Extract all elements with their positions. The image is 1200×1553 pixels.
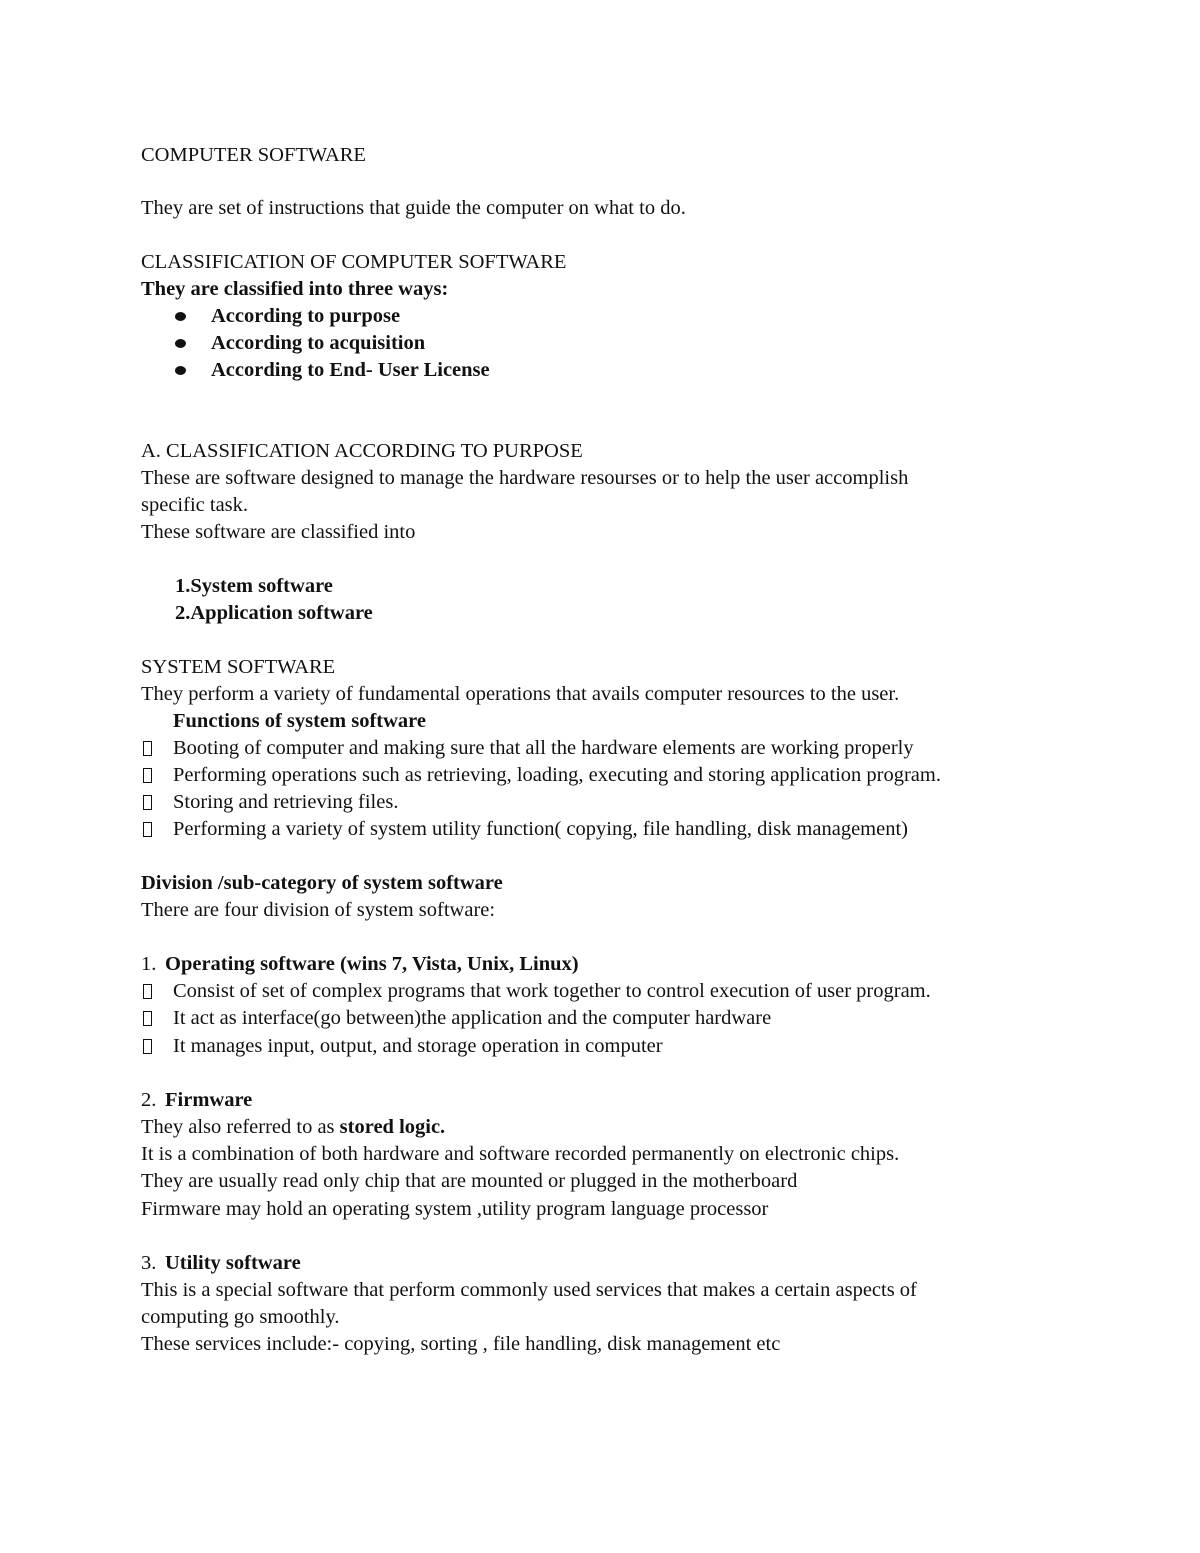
intro-text: They are set of instructions that guide the computer on what to do. (141, 197, 686, 219)
list-item-label: Storing and retrieving files. (173, 791, 399, 813)
utility-heading (141, 1250, 301, 1277)
utility-line: These services include:- copying, sorting , file handling, disk management etc (141, 1333, 781, 1355)
firmware-line: Firmware may hold an operating system ,utility program language processor (141, 1198, 769, 1220)
missing-glyph-icon (143, 768, 152, 783)
system-heading: SYSTEM SOFTWARE (141, 656, 336, 678)
system-description: They perform a variety of fundamental operations that avails computer resources to the user. (141, 683, 900, 705)
list-item: 1.System software (175, 575, 333, 597)
bullet-icon (175, 339, 186, 348)
division-heading: Division /sub-category of system software (141, 872, 503, 894)
division-lead: There are four division of system software: (141, 899, 496, 921)
missing-glyph-icon (143, 822, 152, 837)
list-item-label: Performing a variety of system utility function( copying, file handling, disk management) (173, 818, 908, 840)
list-item-label: It act as interface(go between)the application and the computer hardware (173, 1007, 772, 1029)
firmware-heading (141, 1087, 253, 1114)
list-item: 2.Application software (175, 602, 373, 624)
bullet-icon (175, 366, 186, 375)
operating-heading (141, 951, 579, 978)
missing-glyph-icon (143, 1039, 152, 1054)
section-title: Utility software (165, 1252, 301, 1274)
section-number: 3. (141, 1252, 157, 1274)
list-item-label: Performing operations such as retrieving, loading, executing and storing application program. (173, 764, 941, 786)
purpose-heading: A. CLASSIFICATION ACCORDING TO PURPOSE (141, 440, 583, 462)
firmware-line-prefix: They also referred to as (141, 1116, 340, 1138)
firmware-line-emphasis: stored logic. (339, 1116, 446, 1138)
missing-glyph-icon (143, 741, 152, 756)
purpose-paragraph: These software are classified into (141, 521, 416, 543)
firmware-line: They are usually read only chip that are mounted or plugged in the motherboard (141, 1170, 798, 1192)
section-title: Operating software (wins 7, Vista, Unix, Linux) (165, 953, 579, 975)
classification-lead: They are classified into three ways: (141, 278, 449, 300)
list-item-label: According to End- User License (211, 359, 490, 381)
missing-glyph-icon (143, 984, 152, 999)
section-number: 1. (141, 953, 157, 975)
list-item-label: According to acquisition (211, 332, 426, 354)
classification-heading: CLASSIFICATION OF COMPUTER SOFTWARE (141, 251, 567, 273)
firmware-line: It is a combination of both hardware and software recorded permanently on electronic chips. (141, 1143, 900, 1165)
missing-glyph-icon (143, 795, 152, 810)
list-item-label: It manages input, output, and storage operation in computer (173, 1035, 663, 1057)
purpose-paragraph-line: These are software designed to manage the hardware resourses or to help the user accomplish (141, 467, 909, 489)
utility-line: computing go smoothly. (141, 1306, 340, 1328)
list-item-label: Booting of computer and making sure that all the hardware elements are working properly (173, 737, 914, 759)
section-number: 2. (141, 1089, 157, 1111)
document-title: COMPUTER SOFTWARE (141, 144, 366, 166)
missing-glyph-icon (143, 1011, 152, 1026)
bullet-icon (175, 312, 186, 321)
functions-heading: Functions of system software (173, 710, 426, 732)
utility-line: This is a special software that perform commonly used services that makes a certain aspects of (141, 1279, 917, 1301)
firmware-line (141, 1114, 445, 1141)
section-title: Firmware (165, 1089, 253, 1111)
list-item-label: Consist of set of complex programs that work together to control execution of user program. (173, 980, 931, 1002)
purpose-paragraph-line: specific task. (141, 494, 249, 516)
list-item-label: According to purpose (211, 305, 401, 327)
